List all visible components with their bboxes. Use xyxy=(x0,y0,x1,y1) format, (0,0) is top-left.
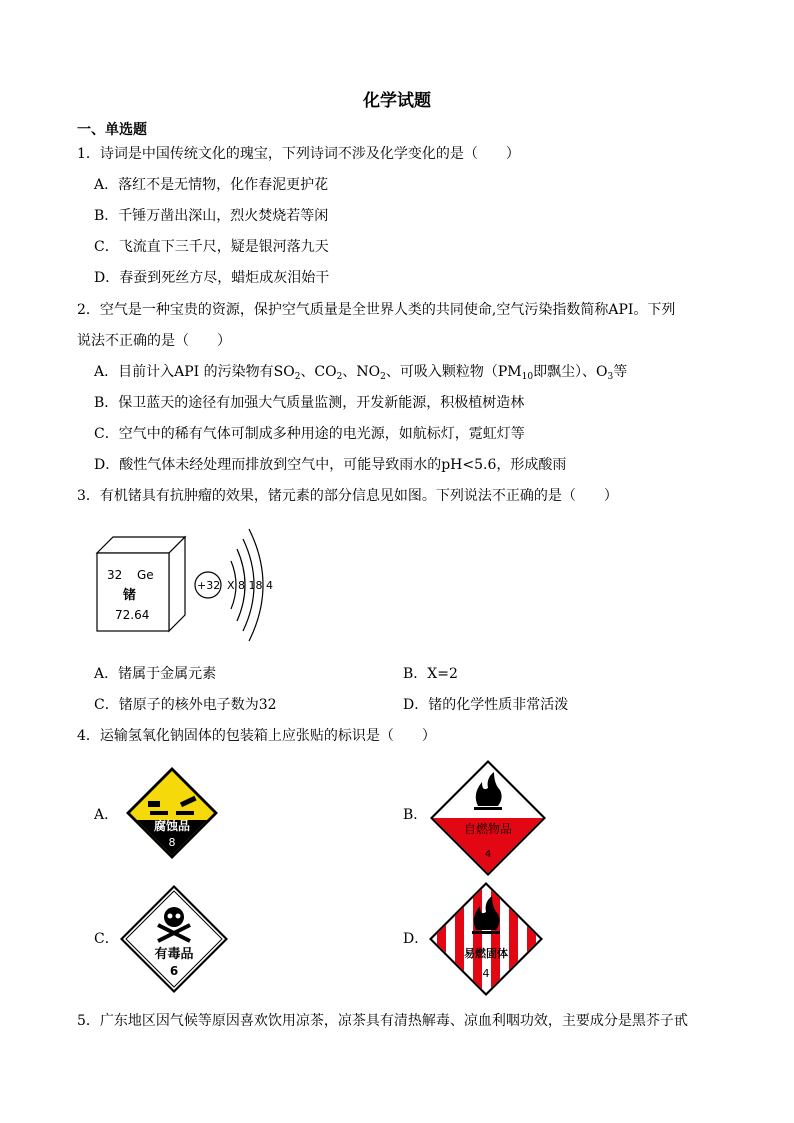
germanium-figure xyxy=(95,525,285,645)
q2-option-a: A．目前计入API 的污染物有$SO_2$、$CO_2$、$NO_2$、可吸入颗粒物（$PM_{10}$即飘尘）、$O_3$等 xyxy=(94,364,628,382)
q3-option-c: C．锗原子的核外电子数为32 xyxy=(94,697,277,713)
sign-c-text: 有毒品 xyxy=(154,947,194,962)
nucleus-charge: +32 xyxy=(197,579,221,592)
sign-a-text: 腐蚀品 xyxy=(153,819,191,833)
q3-option-a: A．锗属于金属元素 xyxy=(94,666,217,682)
test-tube-icon xyxy=(148,801,160,807)
q1-stem: 1．诗词是中国传统文化的瑰宝，下列诗词不涉及化学变化的是（ ） xyxy=(77,146,520,162)
sign-d-number: 4 xyxy=(482,967,490,980)
sign-b-number: 4 xyxy=(484,849,492,860)
q4-stem: 4．运输氢氧化钠固体的包装箱上应张贴的标识是（ ） xyxy=(77,728,436,744)
sign-c-number: 6 xyxy=(169,964,179,978)
element-name: 锗 xyxy=(123,588,137,603)
q2-option-b: B．保卫蓝天的途径有加强大气质量监测，开发新能源，积极植树造林 xyxy=(94,395,525,411)
page-title: 化学试题 xyxy=(363,91,431,111)
q3-option-b: B．X=2 xyxy=(403,666,458,682)
sign-b-text: 自燃物品 xyxy=(463,822,513,836)
flammable-solid-sign xyxy=(427,880,545,998)
corrosive-sign xyxy=(124,765,220,861)
q1-option-b: B．千锤万凿出深山，烈火焚烧若等闲 xyxy=(94,208,329,224)
q2-option-d: D．酸性气体未经处理而排放到空气中，可能导致雨水的pH<5.6，形成酸雨 xyxy=(94,457,567,473)
atomic-mass: 72.64 xyxy=(115,608,150,622)
q4-option-d-label: D． xyxy=(403,931,429,947)
q4-option-b-label: B． xyxy=(403,807,428,823)
q1-option-d: D．春蚕到死丝方尽，蜡炬成灰泪始干 xyxy=(94,270,330,286)
skull-icon xyxy=(164,907,184,927)
q2-stem-line2: 说法不正确的是（ ） xyxy=(77,333,231,349)
q4-option-a-label: A． xyxy=(94,807,119,823)
toxic-sign xyxy=(118,883,230,995)
q3-option-d: D．锗的化学性质非常活泼 xyxy=(403,697,569,713)
q2-option-c: C．空气中的稀有气体可制成多种用途的电光源，如航标灯，霓虹灯等 xyxy=(94,426,525,442)
sign-d-text: 易燃固体 xyxy=(464,947,508,960)
q2-stem-line1: 2．空气是一种宝贵的资源，保护空气质量是全世界人类的共同使命,空气污染指数简称API。下列 xyxy=(77,302,676,318)
q1-option-c: C．飞流直下三千尺，疑是银河落九天 xyxy=(94,239,329,255)
q4-option-c-label: C． xyxy=(94,931,119,947)
q3-stem: 3．有机锗具有抗肿瘤的效果，锗元素的部分信息见如图。下列说法不正确的是（ ） xyxy=(77,488,618,504)
q1-option-a: A．落红不是无情物，化作春泥更护花 xyxy=(94,177,329,193)
shell-electrons: X 8 18 4 xyxy=(227,579,274,592)
spontaneous-combustion-sign xyxy=(428,758,548,878)
sign-a-number: 8 xyxy=(168,836,176,849)
element-symbol: Ge xyxy=(137,568,154,582)
atomic-number: 32 xyxy=(107,568,123,582)
q5-stem: 5．广东地区因气候等原因喜欢饮用凉茶，凉茶具有清热解毒、凉血利咽功效，主要成分是黑芥子甙 xyxy=(77,1013,688,1029)
section-heading: 一、单选题 xyxy=(77,122,147,138)
